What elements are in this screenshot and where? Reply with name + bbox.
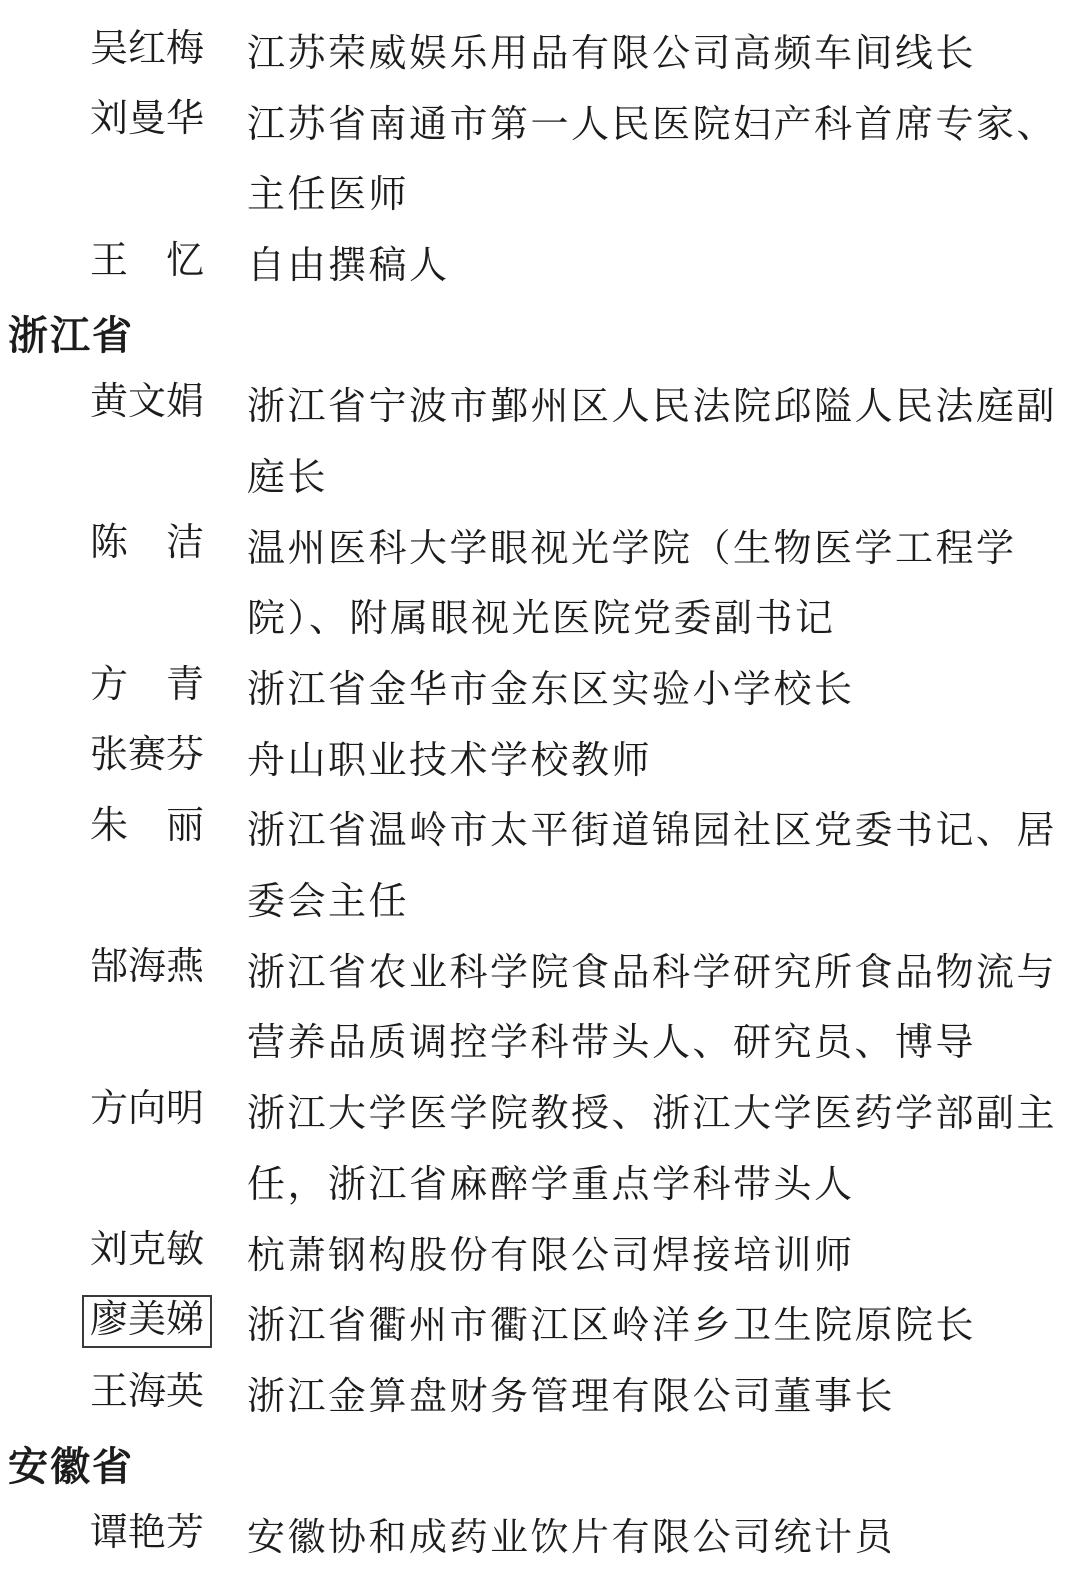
entry-name-cell	[90, 367, 204, 438]
entry-row	[0, 226, 1080, 297]
entry-description-line: 庭长	[247, 456, 329, 499]
entry-row	[0, 367, 1080, 508]
entry-description-line: 杭萧钢构股份有限公司焊接培训师	[247, 1234, 855, 1277]
entry-name-cell	[90, 509, 204, 580]
entry-description-line: 浙江省金华市金东区实验小学校长	[247, 669, 855, 712]
entry-row	[0, 509, 1080, 650]
entry-description-line: 自由撰稿人	[247, 244, 450, 287]
entry-name-cell	[90, 1216, 204, 1287]
entry-name-boxed: 廖美娣	[82, 1295, 212, 1348]
entry-description-line: 浙江金算盘财务管理有限公司董事长	[247, 1375, 896, 1418]
entry-row	[0, 1074, 1080, 1215]
entry-row	[0, 1357, 1080, 1428]
entry-name-cell	[90, 933, 204, 1004]
entry-description-line: 任，浙江省麻醉学重点学科带头人	[247, 1163, 855, 1206]
entry-description-line: 温州医科大学眼视光学院（生物医学工程学	[247, 527, 1017, 570]
entry-name-cell	[90, 1498, 204, 1569]
entry-description-line: 江苏荣威娱乐用品有限公司高频车间线长	[247, 32, 977, 75]
entry-name: 陈 洁	[90, 522, 205, 565]
province-header: 浙江省	[8, 312, 134, 358]
entry-description-line: 主任医师	[247, 174, 410, 217]
entry-row	[0, 14, 1080, 85]
entry-name-cell	[90, 1074, 204, 1145]
entry-name: 刘曼华	[90, 98, 205, 141]
entry-name: 刘克敏	[90, 1229, 205, 1272]
entry-name-cell	[90, 85, 204, 156]
entry-description-line: 浙江大学医学院教授、浙江大学医药学部副主	[247, 1093, 1058, 1136]
entry-description-line: 浙江省农业科学院食品科学研究所食品物流与	[247, 951, 1058, 994]
entry-name: 方 青	[90, 663, 205, 706]
entry-name: 张赛芬	[90, 734, 205, 777]
entry-name: 朱 丽	[90, 805, 205, 848]
entry-name: 方向明	[90, 1087, 205, 1130]
entry-name: 王海英	[90, 1370, 205, 1413]
entry-name: 谭艳芳	[90, 1511, 205, 1554]
entry-name-cell	[90, 1357, 204, 1428]
entry-row	[0, 650, 1080, 721]
entry-row	[0, 1498, 1080, 1569]
entry-description-line: 委会主任	[247, 881, 410, 924]
entry-description-line: 舟山职业技术学校教师	[247, 739, 653, 782]
entry-description-line: 浙江省衢州市衢江区岭洋乡卫生院原院长	[247, 1305, 977, 1348]
entry-name-cell	[90, 721, 204, 792]
entry-row	[0, 721, 1080, 792]
entry-row	[0, 85, 1080, 226]
entry-name-cell	[90, 650, 204, 721]
entry-description-line: 营养品质调控学科带头人、研究员、博导	[247, 1022, 977, 1065]
entry-description-line: 安徽协和成药业饮片有限公司统计员	[247, 1517, 896, 1560]
entry-row	[0, 792, 1080, 933]
entry-name-cell	[90, 226, 204, 297]
entry-row	[0, 1286, 1080, 1357]
entry-name: 黄文娟	[90, 380, 205, 423]
entry-description-line: 院）、附属眼视光医院党委副书记	[247, 598, 836, 641]
entry-description-line: 浙江省宁波市鄞州区人民法院邱隘人民法庭副	[247, 386, 1058, 429]
province-header: 安徽省	[8, 1443, 134, 1489]
entry-name: 郜海燕	[90, 946, 205, 989]
entry-row	[0, 1216, 1080, 1287]
entry-description-line: 浙江省温岭市太平街道锦园社区党委书记、居	[247, 810, 1058, 853]
entry-name: 吴红梅	[90, 27, 205, 70]
entry-name-cell	[90, 792, 204, 863]
entry-name-cell	[90, 14, 204, 85]
entry-row	[0, 933, 1080, 1074]
entry-description-line: 江苏省南通市第一人民医院妇产科首席专家、	[247, 103, 1058, 146]
entry-name-cell	[90, 1286, 212, 1357]
entry-name: 王 忆	[90, 239, 205, 282]
